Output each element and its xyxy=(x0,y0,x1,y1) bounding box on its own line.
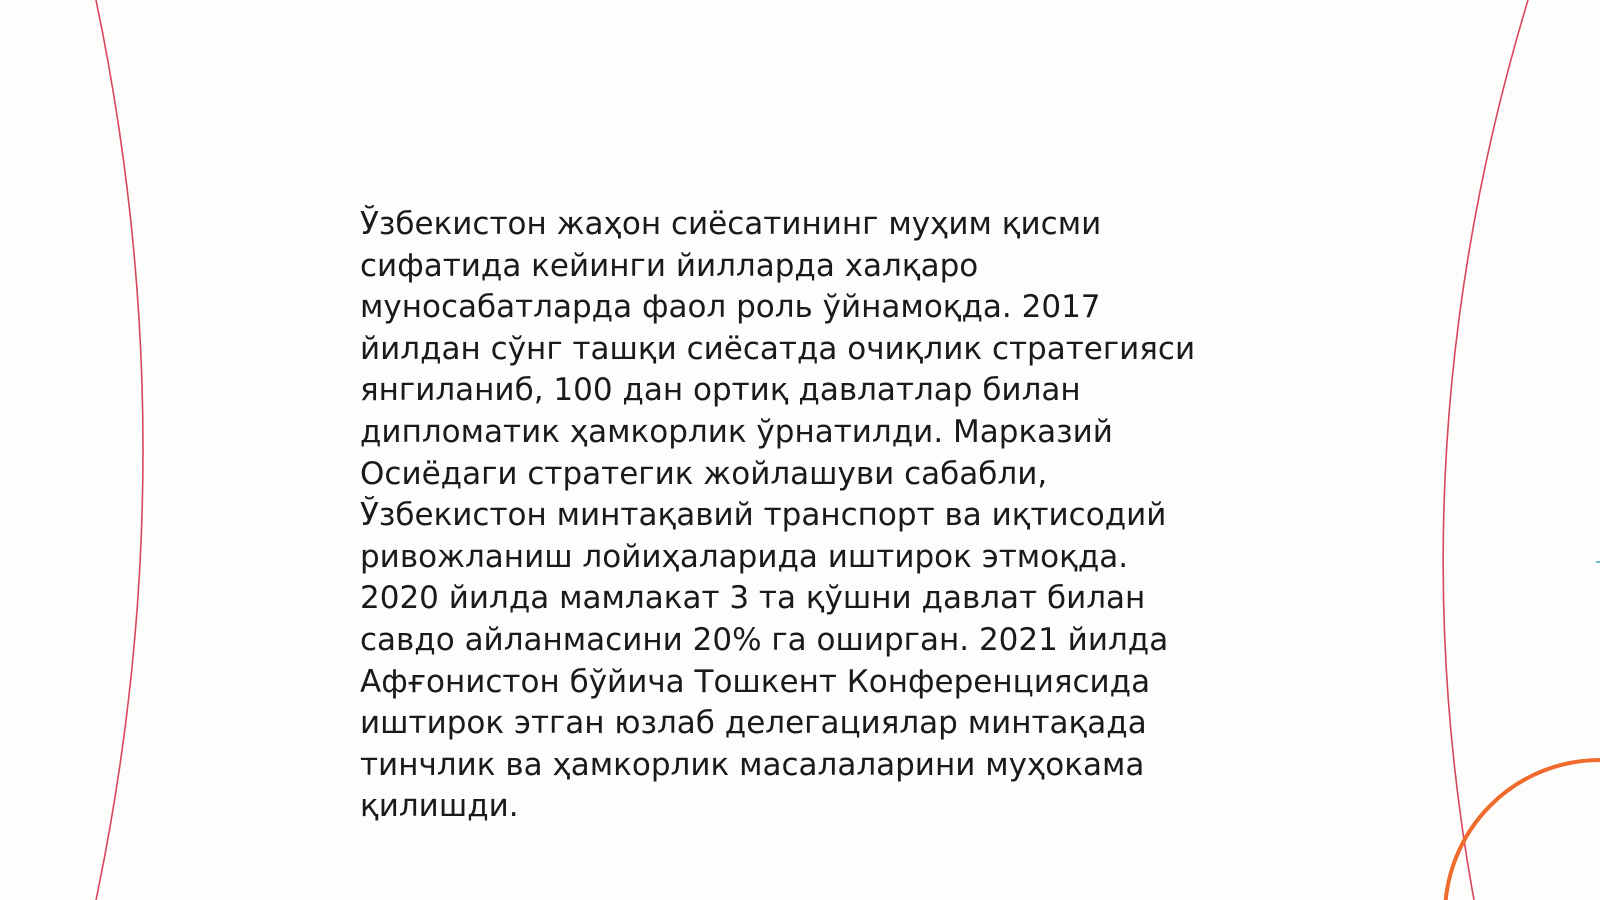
body-line: муносабатларда фаол роль ўйнамоқда. 2017 xyxy=(360,289,1101,326)
body-line: иштирок этган юзлаб делегациялар минтақада xyxy=(360,705,1147,742)
body-line: савдо айланмасини 20% га оширган. 2021 йилда xyxy=(360,621,1169,658)
body-line: тинчлик ва ҳамкорлик масалаларини муҳокама xyxy=(360,746,1145,783)
right-arc xyxy=(1443,0,1528,900)
body-line: сифатида кейинги йилларда халқаро xyxy=(360,247,979,284)
body-line: 2020 йилда мамлакат 3 та қўшни давлат билан xyxy=(360,580,1146,617)
body-line: қилишди. xyxy=(360,788,519,825)
left-arc xyxy=(96,0,143,900)
body-line: ривожланиш лойиҳаларида иштирок этмоқда. xyxy=(360,538,1129,575)
body-line: Осиёдаги стратегик жойлашуви сабабли, xyxy=(360,455,1048,492)
body-line: янгиланиб, 100 дан ортиқ давлатлар билан xyxy=(360,372,1081,409)
body-paragraph xyxy=(360,204,1230,828)
body-line: дипломатик ҳамкорлик ўрнатилди. Марказий xyxy=(360,413,1113,450)
body-line: йилдан сўнг ташқи сиёсатда очиқлик стратегияси xyxy=(360,330,1196,367)
body-line: Ўзбекистон жаҳон сиёсатининг муҳим қисми xyxy=(360,206,1102,242)
body-line: Афғонистон бўйича Тошкент Конференциясида xyxy=(360,663,1151,700)
orange-ring xyxy=(1445,760,1600,900)
body-line: Ўзбекистон минтақавий транспорт ва иқтисодий xyxy=(360,497,1167,534)
